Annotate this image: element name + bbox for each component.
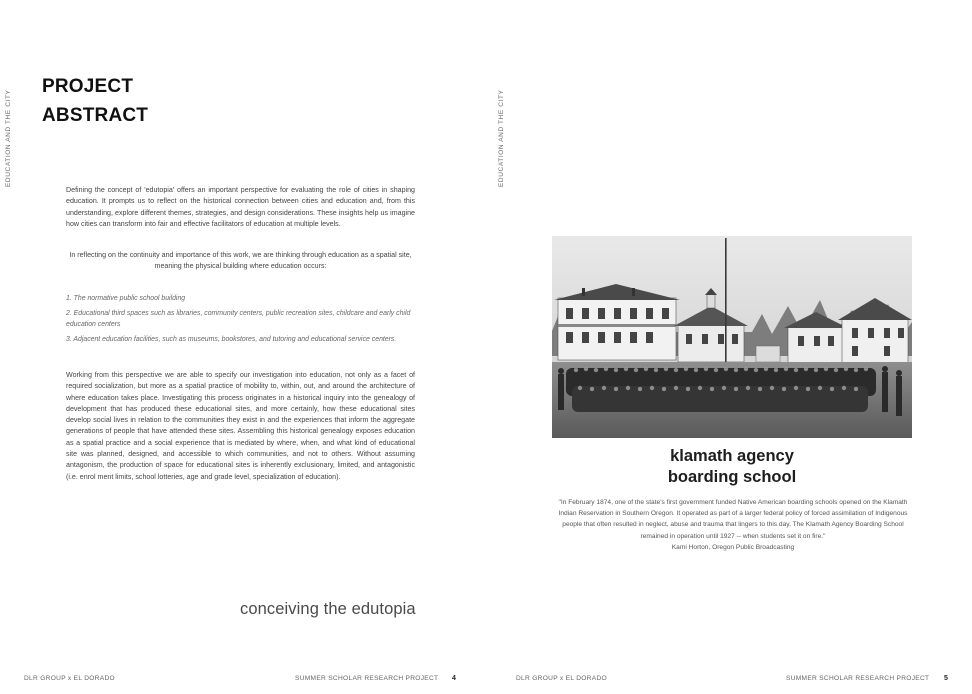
footer-left: DLR GROUP x EL DORADO bbox=[516, 675, 607, 682]
side-tag: EDUCATION AND THE CITY bbox=[498, 89, 505, 187]
section-subtitle: conceiving the edutopia bbox=[240, 600, 416, 618]
site-list bbox=[66, 293, 415, 349]
photo-caption-title bbox=[552, 446, 912, 488]
quote-text: "In February 1874, one of the state's first government funded Native American boarding schools opened on the Klamath Indian Reservation in Southern Oregon. It operated as part of a larger federal policy of forced assimilation of Indigenous people that often resulted in neglect, abuse and trauma that lingers to this day. The Klamath Agency Boarding School remained in operation until 1927 -- when students set it on fire." bbox=[558, 499, 908, 540]
quote-author: Kami Horton, Oregon Public Broadcasting bbox=[671, 543, 795, 551]
caption-line-2: boarding school bbox=[667, 468, 797, 486]
footer-right: SUMMER SCHOLAR RESEARCH PROJECT bbox=[786, 675, 930, 682]
title-line-2: ABSTRACT bbox=[42, 105, 149, 126]
list-item: 2. Educational third spaces such as libraries, community centers, public recreation sites, childcare and early child education centers bbox=[66, 310, 411, 328]
caption-line-1: klamath agency bbox=[670, 447, 794, 465]
abstract-paragraph-3: Working from this perspective we are able to specify our investigation into education, not only as a facet of required socialization, but more as a spatial practice of mobility to, within, out, and around the architecture of where education takes place. Investigating this process originates in a historical inquiry into the genealogy of development that has produced these educational sites, and more certainly, how these educational sites develop social lives in relation to the communities they exist in and the experiences that inform the aggregate generations of people that have attended these sites. Assembling this historical genealogy exposes education as a spatial practice and a social experience that is mediated by where, when, and what kind of educational site was planned, designed, and accessible to which communities, and not to others. Without assuming antagonism, the production of space for educational sites is inherently exclusionary, limited, and antagonistic (i.e. enrol ment limits, school lotteries, age and grade level, specialization of education). bbox=[66, 371, 415, 481]
list-item: 3. Adjacent education facilities, such as museums, bookstores, and tutoring and educational service centers. bbox=[66, 336, 397, 343]
footer-left: DLR GROUP x EL DORADO bbox=[24, 675, 115, 682]
abstract-paragraph-1: Defining the concept of 'edutopia' offers an important perspective for evaluating the role of cities in shaping education. It prompts us to reflect on the historical connection between cities and education and, from this understanding, explore different themes, strategies, and design considerations. These insights help us imagine how cities can transform into fair and effective facilitators of education at multiple levels. bbox=[66, 186, 415, 228]
page-number: 5 bbox=[944, 675, 949, 682]
historical-photo bbox=[552, 236, 912, 438]
page-number: 4 bbox=[452, 675, 457, 682]
side-tag: EDUCATION AND THE CITY bbox=[5, 89, 12, 187]
footer-right: SUMMER SCHOLAR RESEARCH PROJECT bbox=[295, 675, 439, 682]
historical-quote bbox=[552, 497, 914, 553]
page-title bbox=[42, 72, 148, 130]
title-line-1: PROJECT bbox=[42, 76, 134, 97]
list-item: 1. The normative public school building bbox=[66, 295, 186, 302]
right-page bbox=[486, 0, 972, 694]
abstract-paragraph-2: In reflecting on the continuity and importance of this work, we are thinking through education as a spatial site, meaning the physical building where education occurs: bbox=[69, 251, 412, 271]
